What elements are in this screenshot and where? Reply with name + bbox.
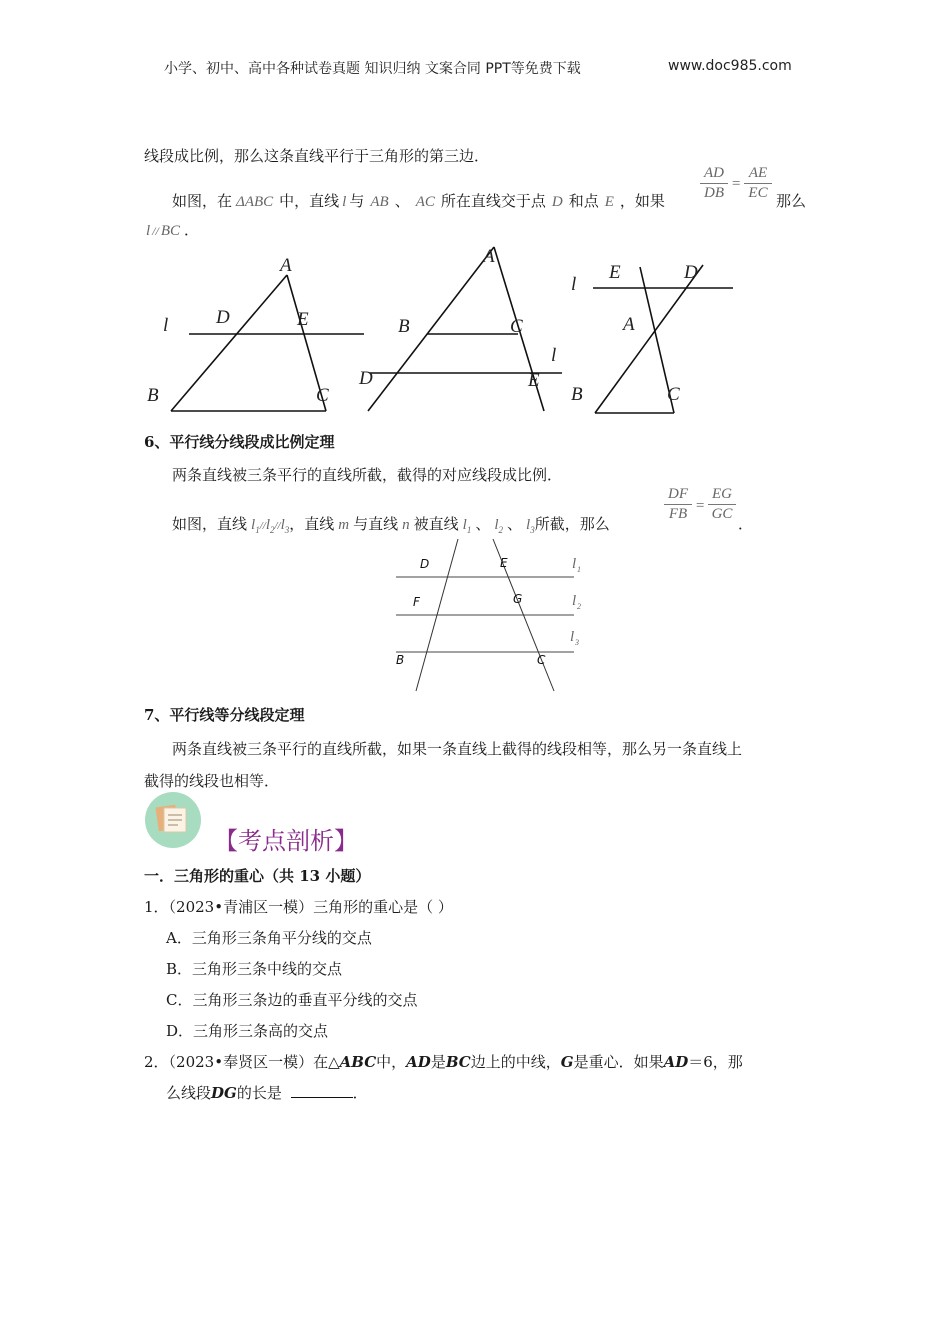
section-7-body-line1: 两条直线被三条平行的直线所截，如果一条直线上截得的线段相等，那么另一条直线上 — [172, 740, 743, 758]
question-2-line2: 么线段DG的长是 ． — [166, 1084, 368, 1102]
question-1-option-a[interactable]: A．三角形三条角平分线的交点 — [166, 929, 372, 947]
svg-text:1: 1 — [577, 565, 581, 574]
question-1-option-c[interactable]: C．三角形三条边的垂直平分线的交点 — [166, 991, 418, 1009]
line-labels — [570, 556, 581, 647]
label-c-B: B — [571, 384, 583, 405]
then-text: 那么 — [776, 192, 807, 210]
question-1-option-b[interactable]: B．三角形三条中线的交点 — [166, 960, 343, 978]
label-b-A: A — [483, 246, 495, 267]
parallel-lines — [396, 577, 577, 652]
figure-triangle-parallel-lines — [140, 245, 760, 425]
label-a-E: E — [297, 309, 309, 330]
label-b-E: E — [528, 370, 540, 391]
fraction-df-fb: DF FB — [664, 486, 692, 523]
svg-text:l: l — [570, 629, 575, 645]
paragraph-continuation: 线段成比例，那么这条直线平行于三角形的第三边． — [144, 147, 490, 165]
label-b-l: l — [551, 345, 557, 366]
conclusion: l // BC ． — [146, 221, 200, 239]
label-c-E: E — [609, 262, 621, 283]
diagram-a — [171, 275, 364, 411]
svg-text:l: l — [572, 556, 577, 572]
header-left-text: 小学、初中、高中各种试卷真题 知识归纳 文案合同 PPT等免费下载 — [164, 61, 581, 77]
svg-text:2: 2 — [577, 602, 581, 611]
section-7-title: 7、平行线等分线段定理 — [144, 706, 305, 724]
label-c-D: D — [684, 262, 698, 283]
section-6-body: 两条直线被三条平行的直线所截，截得的对应线段成比例． — [172, 466, 563, 484]
section-6-statement: 如图，直线 $l_1//l_2//l_3$，直线 m 与直线 n 被直线 $l_1$ 、 $l_2$ 、 $l_3$所截，那么 — [172, 515, 610, 535]
analysis-title: 【考点剖析】 — [214, 827, 358, 855]
section-6-title: 6、平行线分线段成比例定理 — [144, 433, 335, 451]
label-a-C: C — [316, 385, 329, 406]
label-c-C: C — [667, 384, 680, 405]
label-c-l: l — [571, 274, 577, 295]
fraction-ae-ec: AE EC — [744, 165, 772, 202]
answer-blank[interactable] — [291, 1083, 353, 1098]
label-C: C — [537, 653, 546, 667]
theorem-statement: 如图，在 ΔABC 中，直线 l 与 AB 、 AC 所在直线交于点 D 和点 E ，如果 — [172, 192, 665, 210]
svg-text:l: l — [572, 593, 577, 609]
question-1-stem: 1．（2023•青浦区一模）三角形的重心是（ ） — [144, 898, 453, 916]
section-7-body-line2: 截得的线段也相等． — [144, 772, 280, 790]
label-b-C: C — [510, 316, 523, 337]
label-B: B — [396, 653, 405, 667]
figure-parallel-lines-transversals — [390, 535, 590, 695]
label-a-D: D — [216, 307, 230, 328]
fraction-eg-gc: EG GC — [708, 486, 736, 523]
part-1-title: 一．三角形的重心（共 13 小题） — [144, 867, 371, 885]
label-a-B: B — [147, 385, 159, 406]
label-c-A: A — [623, 314, 635, 335]
question-2-line1: 2．（2023•奉贤区一模）在△ABC中，AD是BC边上的中线，G是重心．如果AD＝6，那 — [144, 1053, 743, 1071]
label-E: E — [500, 556, 508, 570]
label-F: F — [413, 595, 420, 609]
equals-sign-2: = — [695, 498, 706, 514]
label-G: G — [513, 592, 523, 606]
fraction-ad-db: AD DB — [700, 165, 728, 202]
label-a-A: A — [280, 255, 292, 276]
notebook-icon — [144, 791, 202, 849]
equals-sign: = — [731, 176, 742, 192]
label-a-l: l — [163, 315, 169, 336]
section-6-end: ． — [738, 515, 754, 533]
question-1-option-d[interactable]: D．三角形三条高的交点 — [166, 1022, 329, 1040]
header-site-link[interactable]: www.doc985.com — [668, 58, 792, 74]
label-D: D — [420, 557, 430, 571]
svg-text:3: 3 — [575, 638, 579, 647]
diagram-c — [593, 265, 733, 413]
label-b-D: D — [359, 368, 373, 389]
label-b-B: B — [398, 316, 410, 337]
